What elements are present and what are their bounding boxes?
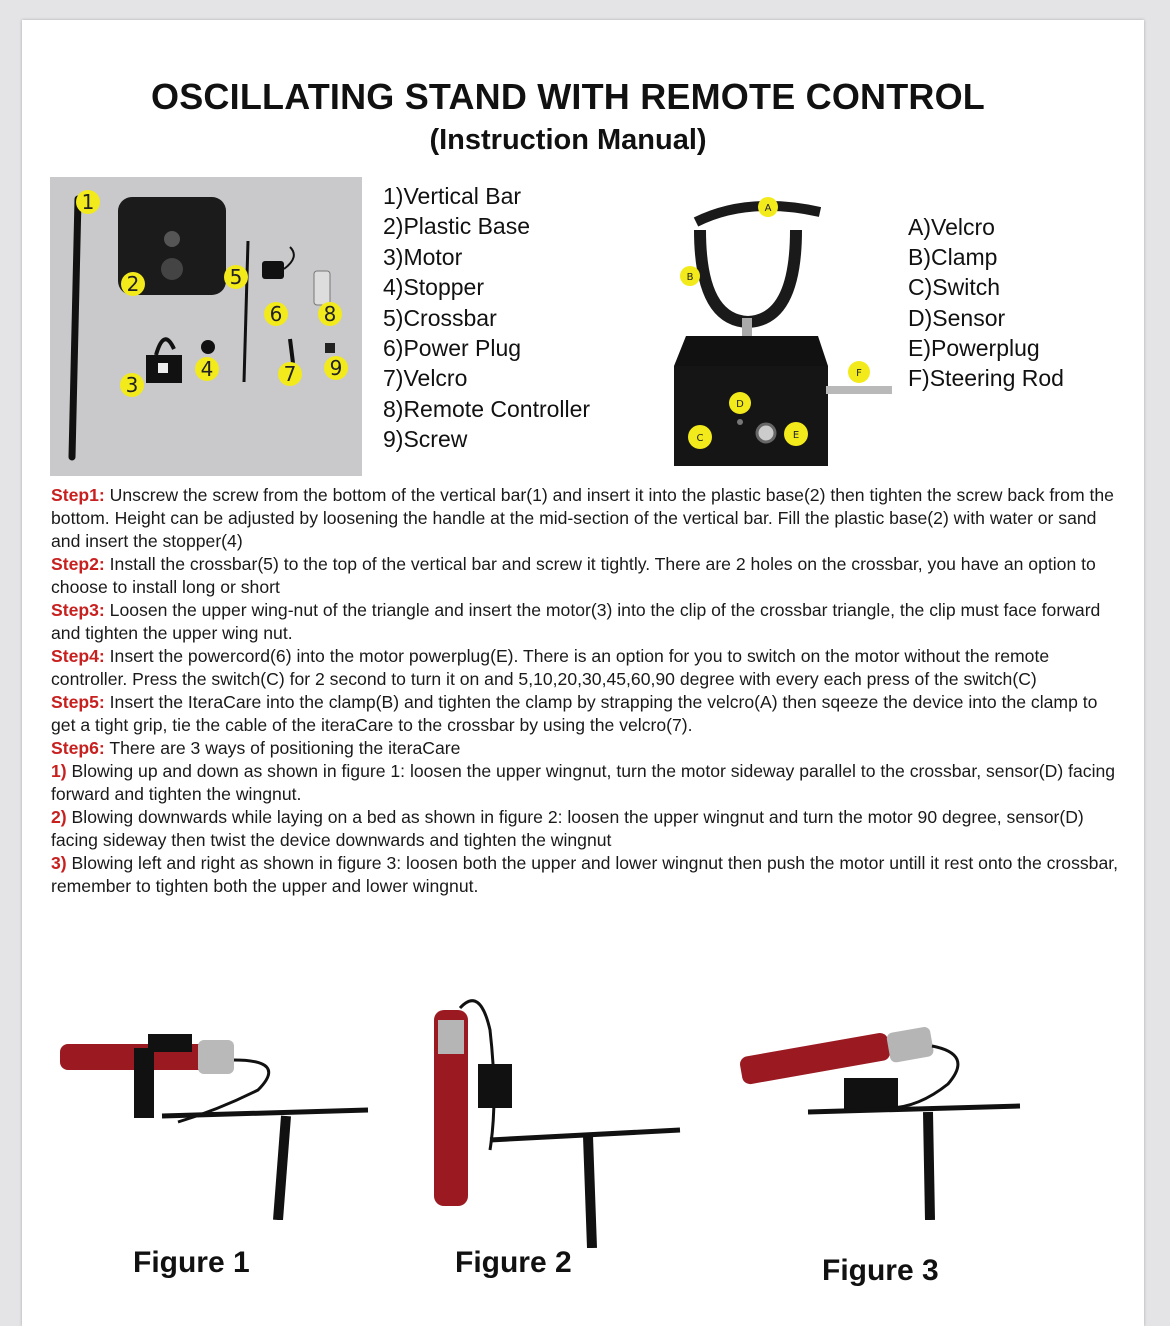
number-marker-2 [121, 272, 145, 296]
figure-1-illustration [58, 1030, 370, 1220]
motor-label-item: B)Clamp [908, 244, 998, 271]
step-text: Unscrew the screw from the bottom of the vertical bar(1) and insert it into the plastic base(2) then tighten the screw back from the bottom. Height can be adjusted by loosening the handle at the mid-section of the vertical bar. Fill the plastic base(2) with water or sand and insert the stopper(4) [51, 485, 1114, 551]
letter-marker-c [688, 425, 712, 449]
figure-1-caption: Figure 1 [133, 1246, 250, 1279]
step-paragraph [51, 691, 1121, 737]
svg-text:2: 2 [126, 272, 140, 296]
instruction-steps [51, 484, 1121, 898]
parts-list-item: 2)Plastic Base [383, 213, 531, 240]
number-marker-4 [195, 357, 219, 381]
parts-list-item: 6)Power Plug [383, 335, 522, 362]
step-paragraph [51, 599, 1121, 645]
number-marker-5 [224, 265, 248, 289]
motor-labels-list [908, 212, 1064, 393]
svg-text:6: 6 [269, 302, 283, 326]
position-text: Blowing left and right as shown in figure 3: loosen both the upper and lower wingnut then push the motor untill it rest onto the crossbar, remember to tighten both the upper and lower wingnut. [51, 853, 1119, 896]
svg-text:A: A [764, 203, 772, 214]
svg-text:D: D [736, 399, 744, 410]
position-number: 3) [51, 853, 67, 873]
motor-label-item: D)Sensor [908, 304, 1006, 331]
step-paragraph [51, 645, 1121, 691]
svg-text:C: C [696, 433, 704, 444]
parts-list [383, 181, 590, 455]
figure-2-illustration [420, 990, 690, 1248]
number-marker-6 [264, 302, 288, 326]
figure-3-illustration [738, 1024, 1028, 1220]
step-paragraph [51, 737, 1121, 760]
figure-2-caption: Figure 2 [455, 1246, 572, 1279]
letter-marker-d [729, 392, 751, 414]
motor-label-item: A)Velcro [908, 214, 995, 240]
number-marker-7 [278, 362, 302, 386]
motor-label-item: E)Powerplug [908, 334, 1040, 361]
step-label: Step4: [51, 646, 105, 666]
step-paragraph [51, 553, 1121, 599]
page-subtitle: (Instruction Manual) [429, 124, 707, 156]
number-marker-3 [120, 373, 144, 397]
parts-list-item: 5)Crossbar [383, 304, 497, 331]
svg-text:9: 9 [329, 356, 343, 380]
motor-photo [660, 190, 900, 475]
step-label: Step2: [51, 554, 105, 574]
number-marker-9 [324, 356, 348, 380]
svg-text:5: 5 [229, 265, 243, 289]
parts-illustration [50, 177, 362, 476]
step-text: Insert the IteraCare into the clamp(B) and tighten the clamp by strapping the velcro(A) then sqeeze the device into the clamp to get a tight grip, tie the cable of the iteraCare to the crossbar by using the velcro(7). [51, 692, 1098, 735]
figure-1-photo [58, 1030, 370, 1220]
svg-text:4: 4 [200, 357, 214, 381]
parts-photo [50, 177, 362, 476]
figure-3-photo [738, 1024, 1028, 1220]
position-paragraph [51, 852, 1121, 898]
svg-text:E: E [792, 430, 800, 441]
step-paragraph [51, 484, 1121, 553]
svg-text:3: 3 [125, 373, 139, 397]
parts-list-item: 4)Stopper [383, 274, 485, 301]
position-text: Blowing downwards while laying on a bed as shown in figure 2: loosen the upper wingnut and turn the motor 90 degree, sensor(D) facing sideway then twist the device downwards and tighten the wingnut [51, 807, 1084, 850]
figure-2-photo [420, 990, 690, 1248]
position-paragraph [51, 806, 1121, 852]
letter-marker-f [848, 361, 870, 383]
number-marker-1 [76, 190, 100, 214]
parts-list-item: 3)Motor [383, 243, 463, 270]
svg-text:B: B [686, 272, 694, 283]
step-text: Install the crossbar(5) to the top of the vertical bar and screw it tightly. There are 2 holes on the crossbar, you have an option to choose to install long or short [51, 554, 1096, 597]
step-text: Insert the powercord(6) into the motor powerplug(E). There is an option for you to switch on the motor without the remote controller. Press the switch(C) for 2 second to turn it on and 5,10,20,30,45,60,90 degree with every each press of the switch(C) [51, 646, 1050, 689]
step-label: Step5: [51, 692, 105, 712]
step-label: Step1: [51, 485, 105, 505]
step-text: There are 3 ways of positioning the iteraCare [104, 738, 461, 758]
motor-label-item: C)Switch [908, 274, 1001, 301]
position-number: 1) [51, 761, 67, 781]
svg-text:F: F [856, 368, 862, 379]
svg-text:8: 8 [323, 302, 337, 326]
step-label: Step3: [51, 600, 105, 620]
parts-list-item: 7)Velcro [383, 365, 468, 392]
position-text: Blowing up and down as shown in figure 1: loosen the upper wingnut, turn the motor sideway parallel to the crossbar, sensor(D) facing forward and tighten the wingnut. [51, 761, 1116, 804]
parts-list-item: 9)Screw [383, 426, 468, 453]
letter-marker-e [784, 422, 808, 446]
position-paragraph [51, 760, 1121, 806]
letter-marker-a [758, 197, 778, 217]
figure-3-caption: Figure 3 [822, 1254, 939, 1287]
parts-list-item: 8)Remote Controller [383, 395, 591, 422]
position-number: 2) [51, 807, 67, 827]
number-marker-8 [318, 302, 342, 326]
page-title: OSCILLATING STAND WITH REMOTE CONTROL [151, 76, 985, 117]
motor-label-item: F)Steering Rod [908, 365, 1064, 392]
letter-marker-b [680, 266, 700, 286]
svg-text:1: 1 [81, 190, 95, 214]
svg-text:7: 7 [283, 362, 297, 386]
parts-list-item: 1)Vertical Bar [383, 183, 522, 209]
motor-illustration [660, 190, 900, 475]
step-text: Loosen the upper wing-nut of the triangle and insert the motor(3) into the clip of the crossbar triangle, the clip must face forward and tighten the upper wing nut. [51, 600, 1101, 643]
step-label: Step6: [51, 738, 105, 758]
